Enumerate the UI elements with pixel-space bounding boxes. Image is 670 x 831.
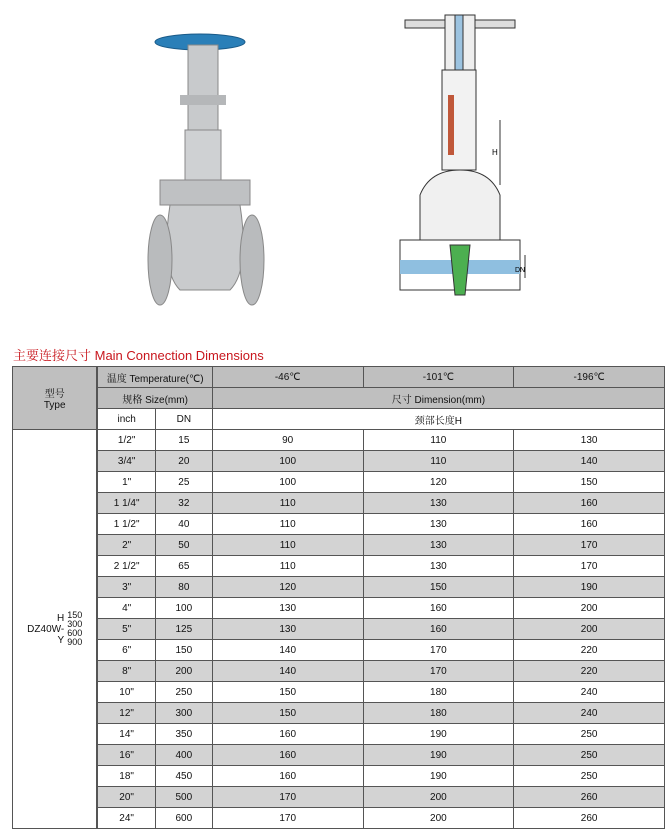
neck-length-cell: 220 [514, 661, 665, 682]
inch-cell: 24" [97, 808, 155, 829]
pressure-class: 900 [67, 637, 83, 647]
table-row [13, 451, 665, 472]
neck-length-cell: 170 [363, 640, 514, 661]
neck-length-cell: 130 [514, 430, 665, 451]
type-header-cn: 型号 [44, 389, 65, 400]
neck-length-cell: 190 [363, 724, 514, 745]
neck-length-cell: 170 [363, 661, 514, 682]
neck-length-cell: 100 [212, 451, 363, 472]
neck-length-header: 颈部长度H [212, 409, 664, 430]
dn-cell: 50 [155, 535, 212, 556]
table-row [13, 745, 665, 766]
neck-length-cell: 150 [363, 577, 514, 598]
dn-header: DN [155, 409, 212, 430]
inch-cell: 2" [97, 535, 155, 556]
dn-cell: 300 [155, 703, 212, 724]
temp-header: -46℃ [212, 367, 363, 388]
inch-cell: 1 1/4" [97, 493, 155, 514]
table-row [13, 598, 665, 619]
dn-cell: 150 [155, 640, 212, 661]
pressure-class: 150 [67, 610, 83, 620]
neck-length-cell: 110 [212, 493, 363, 514]
neck-length-cell: 130 [212, 598, 363, 619]
table-row [13, 682, 665, 703]
valve-photo [130, 10, 290, 315]
neck-length-cell: 130 [363, 493, 514, 514]
table-row [13, 640, 665, 661]
neck-length-cell: 130 [363, 535, 514, 556]
dn-cell: 40 [155, 514, 212, 535]
inch-cell: 1 1/2" [97, 514, 155, 535]
temperature-header: 温度 Temperature(℃) [97, 367, 212, 388]
h-dimension-label: H [492, 148, 498, 157]
neck-length-cell: 180 [363, 703, 514, 724]
table-row [13, 577, 665, 598]
type-header-en: Type [43, 400, 66, 411]
neck-length-cell: 130 [212, 619, 363, 640]
neck-length-cell: 160 [514, 493, 665, 514]
neck-length-cell: 180 [363, 682, 514, 703]
inch-cell: 1/2" [97, 430, 155, 451]
dn-cell: 80 [155, 577, 212, 598]
neck-length-cell: 110 [212, 556, 363, 577]
neck-length-cell: 200 [514, 619, 665, 640]
neck-length-cell: 110 [363, 451, 514, 472]
inch-cell: 10" [97, 682, 155, 703]
inch-cell: 1" [97, 472, 155, 493]
table-row [13, 661, 665, 682]
neck-length-cell: 140 [212, 661, 363, 682]
neck-length-cell: 100 [212, 472, 363, 493]
neck-length-cell: 140 [514, 451, 665, 472]
dn-cell: 20 [155, 451, 212, 472]
neck-length-cell: 250 [514, 766, 665, 787]
valve-section-drawing [390, 10, 540, 315]
neck-length-cell: 90 [212, 430, 363, 451]
inch-header: inch [97, 409, 155, 430]
inch-cell: 3" [97, 577, 155, 598]
neck-length-cell: 160 [363, 598, 514, 619]
neck-length-cell: 260 [514, 787, 665, 808]
dn-cell: 100 [155, 598, 212, 619]
dn-cell: 65 [155, 556, 212, 577]
inch-cell: 2 1/2" [97, 556, 155, 577]
dn-cell: 600 [155, 808, 212, 829]
type-header [13, 367, 98, 430]
model-prefix: DZ40W- [27, 623, 65, 635]
table-row [13, 724, 665, 745]
neck-length-cell: 150 [514, 472, 665, 493]
table-row [13, 493, 665, 514]
inch-cell: 12" [97, 703, 155, 724]
inch-cell: 16" [97, 745, 155, 766]
inch-cell: 3/4" [97, 451, 155, 472]
neck-length-cell: 220 [514, 640, 665, 661]
neck-length-cell: 200 [363, 787, 514, 808]
inch-cell: 4" [97, 598, 155, 619]
inch-cell: 18" [97, 766, 155, 787]
dn-cell: 500 [155, 787, 212, 808]
dn-cell: 25 [155, 472, 212, 493]
neck-length-cell: 170 [212, 787, 363, 808]
inch-cell: 14" [97, 724, 155, 745]
dn-cell: 15 [155, 430, 212, 451]
inch-cell: 6" [97, 640, 155, 661]
dn-cell: 350 [155, 724, 212, 745]
table-row [13, 808, 665, 829]
dn-cell: 250 [155, 682, 212, 703]
temp-header: -196℃ [514, 367, 665, 388]
neck-length-cell: 150 [212, 682, 363, 703]
neck-length-cell: 150 [212, 703, 363, 724]
table-row [13, 430, 665, 451]
neck-length-cell: 140 [212, 640, 363, 661]
neck-length-cell: 160 [514, 514, 665, 535]
table-row [13, 556, 665, 577]
dimensions-table [12, 366, 665, 829]
dn-cell: 125 [155, 619, 212, 640]
dn-dimension-label: DN [515, 267, 526, 274]
neck-length-cell: 120 [363, 472, 514, 493]
neck-length-cell: 190 [363, 745, 514, 766]
dn-cell: 32 [155, 493, 212, 514]
neck-length-cell: 160 [212, 766, 363, 787]
table-row [13, 787, 665, 808]
neck-length-cell: 110 [212, 535, 363, 556]
pressure-class: 300 [67, 619, 83, 629]
neck-length-cell: 160 [363, 619, 514, 640]
neck-length-cell: 170 [514, 556, 665, 577]
size-header: 规格 Size(mm) [97, 388, 212, 409]
section-title: 主要连接尺寸 Main Connection Dimensions [13, 348, 264, 363]
neck-length-cell: 160 [212, 724, 363, 745]
dimension-header: 尺寸 Dimension(mm) [212, 388, 664, 409]
table-row [13, 472, 665, 493]
dn-cell: 450 [155, 766, 212, 787]
neck-length-cell: 200 [363, 808, 514, 829]
neck-length-cell: 160 [212, 745, 363, 766]
inch-cell: 5" [97, 619, 155, 640]
table-row [13, 703, 665, 724]
temp-header: -101℃ [363, 367, 514, 388]
table-row [13, 766, 665, 787]
neck-length-cell: 120 [212, 577, 363, 598]
neck-length-cell: 110 [363, 430, 514, 451]
neck-length-cell: 250 [514, 745, 665, 766]
model-y: Y [57, 634, 65, 646]
neck-length-cell: 200 [514, 598, 665, 619]
neck-length-cell: 170 [514, 535, 665, 556]
neck-length-cell: 130 [363, 556, 514, 577]
table-row [13, 535, 665, 556]
model-h: H [56, 612, 65, 624]
neck-length-cell: 130 [363, 514, 514, 535]
neck-length-cell: 240 [514, 682, 665, 703]
neck-length-cell: 240 [514, 703, 665, 724]
pressure-class: 600 [67, 628, 83, 638]
neck-length-cell: 190 [363, 766, 514, 787]
inch-cell: 8" [97, 661, 155, 682]
model-cell [13, 430, 98, 829]
neck-length-cell: 260 [514, 808, 665, 829]
dn-cell: 200 [155, 661, 212, 682]
inch-cell: 20" [97, 787, 155, 808]
dn-cell: 400 [155, 745, 212, 766]
table-row [13, 619, 665, 640]
table-row [13, 514, 665, 535]
neck-length-cell: 170 [212, 808, 363, 829]
neck-length-cell: 110 [212, 514, 363, 535]
neck-length-cell: 190 [514, 577, 665, 598]
neck-length-cell: 250 [514, 724, 665, 745]
